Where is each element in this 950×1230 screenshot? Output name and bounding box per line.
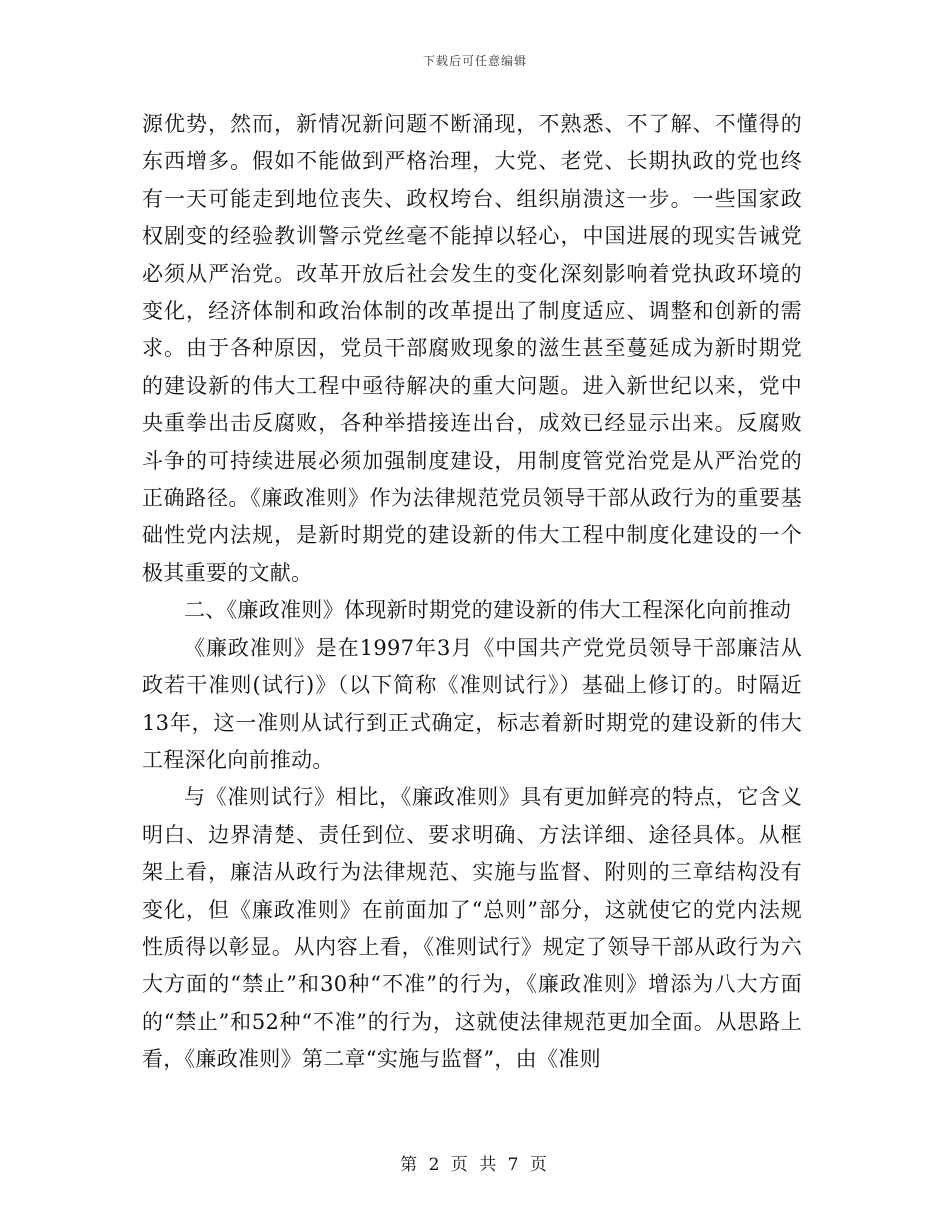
page-header-note: 下载后可任意编辑 xyxy=(422,54,527,68)
paragraph: 《廉政准则》是在1997年3月《中国共产党党员领导干部廉洁从政若干准则(试行)》（以下简称《准则试行》）基础上修订的。时隔近13年，这一准则从试行到正式确定，标志着新时期党的建设新的伟大工程深化向前推动。 xyxy=(142,635,802,772)
page-number: 第 2 页 共 7 页 xyxy=(400,1155,550,1175)
section-heading: 二、《廉政准则》体现新时期党的建设新的伟大工程深化向前推动 xyxy=(184,598,792,623)
paragraph: 与《准则试行》相比，《廉政准则》具有更加鲜亮的特点，它含义明白、边界清楚、责任到位、要求明确、方法详细、途径具体。从框架上看，廉洁从政行为法律规范、实施与监督、附则的三章结构没有变化，但《廉政准则》在前面加了“总则”部分，这就使它的党内法规性质得以彰显。从内容上看，《准则试行》规定了领导干部从政行为六大方面的“禁止”和30种“不准”的行为，《廉政准则》增添为八大方面的“禁止”和52种“不准”的行为，这就使法律规范更加全面。从思路上看，《廉政准则》第二章“实施与监督”，由《准则 xyxy=(142,785,802,1072)
document-body xyxy=(142,106,802,1079)
paragraph-continuation: 源优势，然而，新情况新问题不断涌现，不熟悉、不了解、不懂得的东西增多。假如不能做到严格治理，大党、老党、长期执政的党也终有一天可能走到地位丧失、政权垮台、组织崩溃这一步。一些国家政权剧变的经验教训警示党丝毫不能掉以轻心，中国进展的现实告诫党必须从严治党。改革开放后社会发生的变化深刻影响着党执政环境的变化，经济体制和政治体制的改革提出了制度适应、调整和创新的需求。由于各种原因，党员干部腐败现象的滋生甚至蔓延成为新时期党的建设新的伟大工程中亟待解决的重大问题。进入新世纪以来，党中央重拳出击反腐败，各种举措接连出台，成效已经显示出来。反腐败斗争的可持续进展必须加强制度建设，用制度管党治党是从严治党的正确路径。《廉政准则》作为法律规范党员领导干部从政行为的重要基础性党内法规，是新时期党的建设新的伟大工程中制度化建设的一个极其重要的文献。 xyxy=(142,112,802,585)
